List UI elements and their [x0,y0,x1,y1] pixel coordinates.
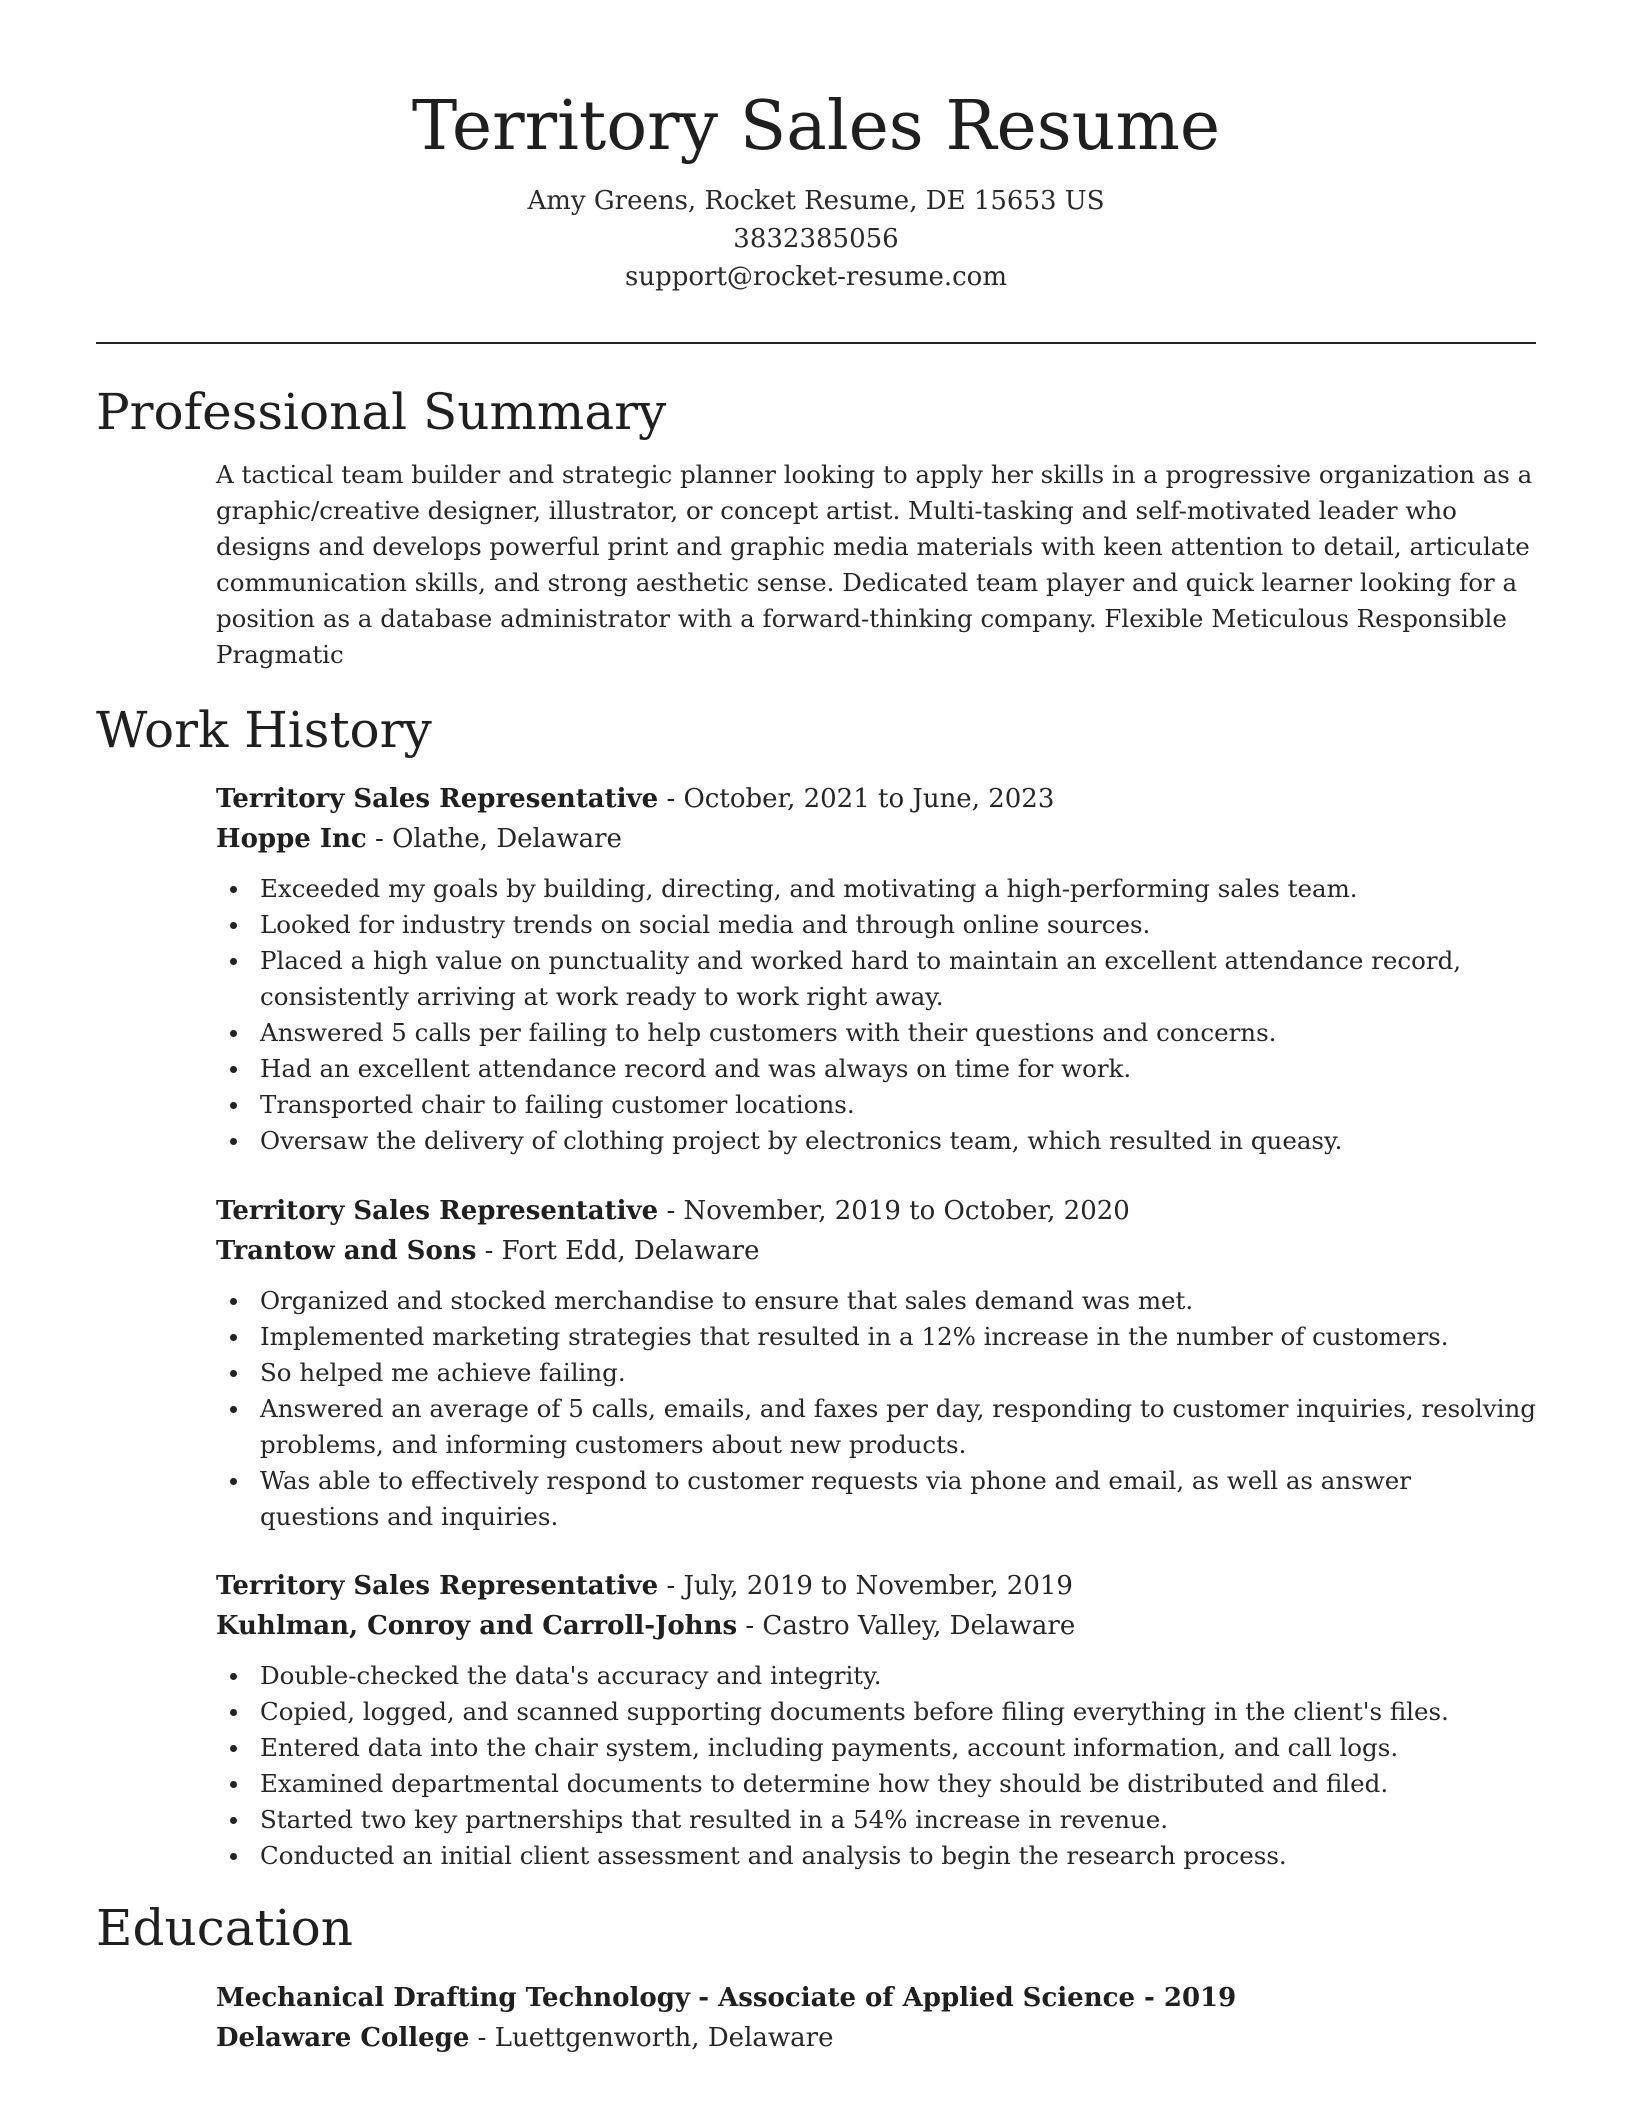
bullet-text: Conducted an initial client assessment and analysis to begin the research process. [260,1841,1287,1870]
job-title: Territory Sales Representative [216,1196,659,1226]
education-school-line [216,2018,1536,2058]
job-bullet [260,1730,1536,1766]
education-school: Delaware College [216,2023,470,2053]
bullet-text: Entered data into the chair system, including payments, account information, and call logs. [260,1733,1399,1762]
bullet-dot [230,922,237,929]
job-bullet [260,1087,1536,1123]
education-degree: - Associate of Applied Science - 2019 [698,1983,1237,2013]
bullet-text: Answered an average of 5 calls, emails, and faxes per day, responding to customer inquiries, resolving problems, and informing customers about new products. [260,1394,1536,1459]
bullet-text: Double-checked the data's accuracy and integrity. [260,1661,882,1690]
bullet-text: Started two key partnerships that resulted in a 54% increase in revenue. [260,1805,1169,1834]
job-bullets [216,1283,1536,1535]
job-location: - Castro Valley, Delaware [745,1611,1076,1641]
bullet-dot [230,1102,237,1109]
bullet-dot [230,1478,237,1485]
bullet-text: Copied, logged, and scanned supporting documents before filing everything in the client's files. [260,1697,1449,1726]
job-bullet [260,1015,1536,1051]
job-company: Trantow and Sons [216,1236,477,1266]
job-bullet [260,943,1536,1015]
job-bullets [216,1658,1536,1874]
job-company: Kuhlman, Conroy and Carroll-Johns [216,1611,738,1641]
job-bullet [260,907,1536,943]
bullet-dot [230,1066,237,1073]
bullet-dot [230,1745,237,1752]
contact-address: Amy Greens, Rocket Resume, DE 15653 US [527,186,1105,216]
bullet-dot [230,1138,237,1145]
job-company-line [216,1231,1536,1271]
job-entry [216,1566,1536,1874]
bullet-text: Placed a high value on punctuality and worked hard to maintain an excellent attendance record, consistently arriving at work ready to work right away. [260,946,1462,1011]
job-bullet [260,1766,1536,1802]
job-title-line [216,1191,1536,1231]
bullet-dot [230,1853,237,1860]
job-dates: - July, 2019 to November, 2019 [666,1571,1073,1601]
header-divider [96,342,1536,344]
education-heading: Education [96,1899,353,1957]
job-bullet [260,1283,1536,1319]
bullet-dot [230,1298,237,1305]
job-bullet [260,1051,1536,1087]
job-bullet [260,871,1536,907]
education-program-line [216,1978,1536,2018]
work-history-heading: Work History [96,701,432,759]
summary-heading: Professional Summary [96,383,667,441]
bullet-dot [230,958,237,965]
resume-header [0,82,1632,296]
job-bullet [260,1838,1536,1874]
bullet-dot [230,886,237,893]
job-entry [216,779,1536,1159]
job-company-line [216,1606,1536,1646]
bullet-text: Exceeded my goals by building, directing, and motivating a high-performing sales team. [260,874,1358,903]
bullet-dot [230,1817,237,1824]
bullet-dot [230,1781,237,1788]
bullet-text: Implemented marketing strategies that resulted in a 12% increase in the number of customers. [260,1322,1449,1351]
bullet-text: Oversaw the delivery of clothing project by electronics team, which resulted in queasy. [260,1126,1343,1155]
job-company-line [216,819,1536,859]
bullet-text: Looked for industry trends on social media and through online sources. [260,910,1151,939]
resume-title: Territory Sales Resume [411,87,1221,166]
job-bullet [260,1802,1536,1838]
job-bullets [216,871,1536,1159]
bullet-dot [230,1334,237,1341]
summary-text: A tactical team builder and strategic planner looking to apply her skills in a progressive organization as a graphic/creative designer, illustrator, or concept artist. Multi-tasking and self-motivated leader who designs and develops powerful print and graphic media materials with keen attention to detail, articulate communication skills, and strong aesthetic sense. Dedicated team player and quick learner looking for a position as a database administrator with a forward-thinking company. Flexible Meticulous Responsible Pragmatic [216,460,1533,669]
job-title-line [216,1566,1536,1606]
job-title: Territory Sales Representative [216,1571,659,1601]
job-title: Territory Sales Representative [216,784,659,814]
bullet-dot [230,1709,237,1716]
job-bullet [260,1694,1536,1730]
job-location: - Fort Edd, Delaware [484,1236,760,1266]
bullet-dot [230,1406,237,1413]
contact-phone: 3832385056 [733,224,899,254]
bullet-text: So helped me achieve failing. [260,1358,626,1387]
job-bullet [260,1355,1536,1391]
bullet-text: Transported chair to failing customer locations. [260,1090,855,1119]
bullet-dot [230,1370,237,1377]
job-company: Hoppe Inc [216,824,367,854]
bullet-text: Organized and stocked merchandise to ensure that sales demand was met. [260,1286,1194,1315]
education-program: Mechanical Drafting Technology [216,1983,690,2013]
job-bullet [260,1658,1536,1694]
job-title-line [216,779,1536,819]
job-dates: - October, 2021 to June, 2023 [666,784,1055,814]
bullet-text: Examined departmental documents to determine how they should be distributed and filed. [260,1769,1389,1798]
contact-email: support@rocket-resume.com [624,262,1007,292]
job-entry [216,1191,1536,1535]
education-location: - Luettgenworth, Delaware [477,2023,834,2053]
job-bullet [260,1123,1536,1159]
job-bullet [260,1463,1536,1535]
bullet-text: Had an excellent attendance record and was always on time for work. [260,1054,1132,1083]
bullet-text: Was able to effectively respond to customer requests via phone and email, as well as answer questions and inquiries. [260,1466,1411,1531]
bullet-dot [230,1673,237,1680]
summary-block [216,457,1536,673]
education-entry [216,1978,1536,2058]
bullet-text: Answered 5 calls per failing to help customers with their questions and concerns. [260,1018,1277,1047]
job-bullet [260,1391,1536,1463]
job-location: - Olathe, Delaware [375,824,622,854]
contact-info [0,182,1632,296]
bullet-dot [230,1030,237,1037]
job-bullet [260,1319,1536,1355]
job-dates: - November, 2019 to October, 2020 [666,1196,1130,1226]
